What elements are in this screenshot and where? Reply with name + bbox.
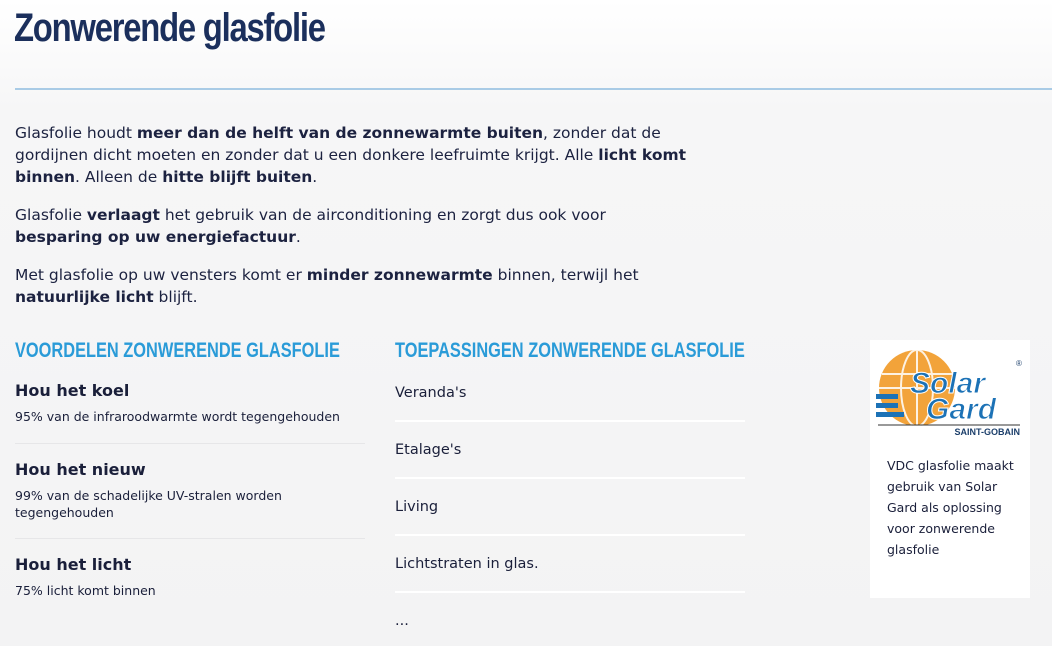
text-span: , zonder dat de gordijnen dicht moeten en zonder dat u een donkere leefruimte krijgt. Alle [15, 124, 661, 164]
logo-registered-mark: ® [1016, 359, 1022, 368]
bold-span: verlaagt [86, 206, 160, 224]
benefit-description: 95% van de infraroodwarmte wordt tegengehouden [15, 409, 340, 424]
application-item: Veranda's [395, 365, 745, 422]
benefit-title: Hou het licht [15, 555, 132, 574]
benefit-item [15, 381, 365, 444]
text-span: Glasfolie houdt [15, 124, 137, 142]
benefits-list [15, 381, 365, 599]
bold-span: hitte blijft buiten [162, 168, 313, 186]
title-divider [15, 88, 1052, 90]
applications-list [395, 365, 745, 650]
application-item: Etalage's [395, 422, 745, 479]
benefit-description: 99% van de schadelijke UV-stralen worden tegengehouden [15, 488, 282, 520]
application-item: Living [395, 479, 745, 536]
solar-gard-logo [876, 346, 1022, 438]
benefit-item [15, 539, 365, 599]
text-span: Glasfolie [15, 206, 87, 224]
benefit-item [15, 444, 365, 539]
text-span: . [295, 228, 301, 246]
page-title: Zonwerende glasfolie [14, 6, 325, 50]
logo-word-gard: Gard [926, 393, 997, 426]
text-span: het gebruik van de airconditioning en zorgt dus ook voor [159, 206, 606, 224]
intro-paragraph-2 [15, 204, 695, 248]
bold-span: meer dan de helft van de zonnewarmte buiten [136, 124, 544, 142]
application-item: ... [395, 613, 409, 629]
benefit-title: Hou het nieuw [15, 460, 146, 479]
logo-word-solar: Solar [910, 367, 986, 400]
intro-paragraph-3 [15, 264, 695, 308]
text-span: blijft. [153, 288, 198, 306]
solar-gard-card [870, 340, 1030, 598]
intro-paragraph-1 [15, 122, 695, 188]
benefit-description: 75% licht komt binnen [15, 583, 156, 598]
application-item: Lichtstraten in glas. [395, 536, 745, 593]
text-span: binnen, terwijl het [492, 266, 639, 284]
text-span: . [312, 168, 318, 186]
benefit-title: Hou het koel [15, 381, 130, 400]
applications-heading: TOEPASSINGEN ZONWERENDE GLASFOLIE [395, 339, 745, 362]
text-span: . Alleen de [75, 168, 163, 186]
intro-text [15, 122, 695, 324]
benefits-heading: VOORDELEN ZONWERENDE GLASFOLIE [15, 339, 340, 362]
bold-span: natuurlijke licht [15, 288, 154, 306]
bold-span: licht komt binnen [15, 146, 687, 186]
solar-gard-description: VDC glasfolie maakt gebruik van Solar Gard als oplossing voor zonwerende glasfolie [887, 458, 1014, 557]
bold-span: besparing op uw energiefactuur [15, 228, 296, 246]
logo-saint-gobain: SAINT-GOBAIN [954, 427, 1020, 437]
text-span: Met glasfolie op uw vensters komt er [15, 266, 307, 284]
bold-span: minder zonnewarmte [306, 266, 493, 284]
